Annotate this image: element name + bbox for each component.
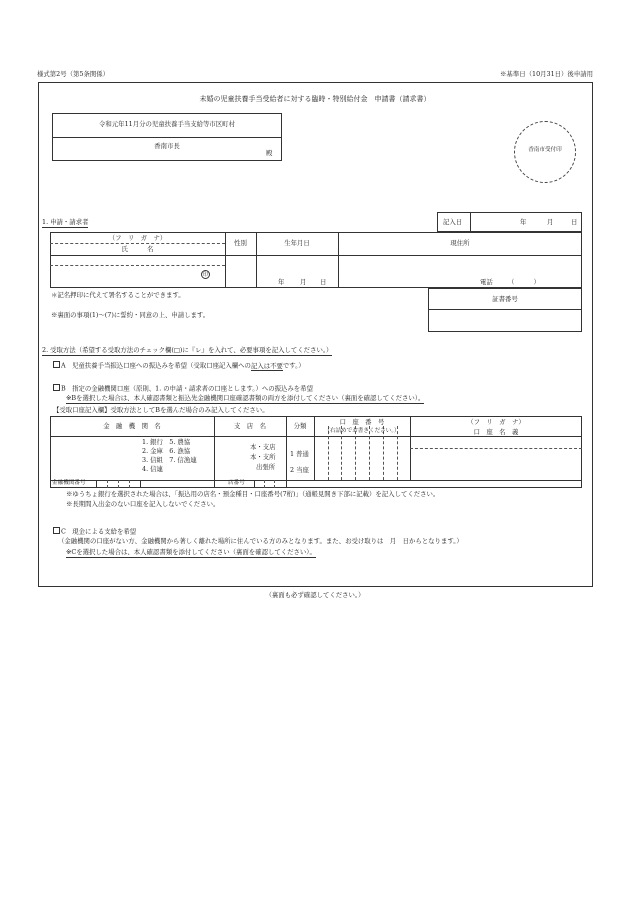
option-c-note2: ※Cを選択した場合は、本人確認書類を添付してください（裏面を確認してください）。 — [66, 548, 316, 556]
addressee-honorific: 殿 — [266, 149, 273, 157]
phone-paren: （ ） — [508, 278, 540, 286]
option-a[interactable]: A 児童扶養手当振込口座への振込みを希望（受取口座記入欄への記入は不要です。） — [53, 361, 305, 369]
certificate-label: 証書番号 — [492, 295, 518, 303]
name-label: 氏 名 — [121, 245, 154, 253]
entry-date-label: 記入日 — [443, 218, 463, 226]
section2-heading: 2. 受取方法（希望する受取方法のチェック欄(□)に『レ』を入れて、必要事項を記入してください。） — [42, 346, 333, 354]
type-header: 分類 — [293, 422, 307, 430]
reception-stamp-label: 香南市受付印 — [528, 147, 562, 153]
phone-label: 電話 — [480, 278, 493, 286]
option-b-note: ※Bを選択した場合は、本人確認書類と振込先金融機関口座確認書類の両方を添付してください（裏面を確認してください）。 — [66, 394, 425, 402]
account-type-2: 2 当座 — [290, 466, 309, 474]
bank-name-header: 金 融 機 関 名 — [103, 422, 161, 430]
account-heading: 【受取口座記入欄】受取方法としてBを選んだ場合のみ記入してください。 — [53, 406, 269, 414]
gender-label: 性別 — [234, 239, 247, 247]
footer-note: （裏面も必ず確認してください。） — [265, 591, 365, 599]
branch-code-label: 店番号 — [228, 480, 245, 486]
branch-type-2: 本・支所 — [250, 453, 276, 461]
bank-type-3: 3. 信組 7. 信漁連 — [142, 456, 197, 464]
branch-header: 支 店 名 — [234, 422, 266, 430]
option-c[interactable]: C 現金による支給を希望 — [53, 527, 136, 535]
option-c-note: （金融機関の口座がない方、金融機関から著しく離れた場所に住んでいる方のみとなります。また、お受け取りは 月 日からとなります。） — [58, 537, 463, 545]
birthdate-label: 生年月日 — [284, 239, 310, 247]
entry-year-unit: 年 — [520, 218, 527, 226]
entry-day-unit: 日 — [571, 218, 578, 226]
branch-type-1: 本・支店 — [250, 443, 276, 451]
section1-heading: 1. 申請・請求者 — [42, 218, 89, 226]
account-number-sub: （右詰めでお書きください。） — [324, 428, 400, 434]
deadline-note: ※基準日（10月31日）後申請用 — [500, 70, 593, 78]
account-type-1: 1 普通 — [290, 450, 309, 458]
option-b[interactable]: B 指定の金融機関口座（原則、1. の申請・請求者の口座とします。）への振込みを希望 — [53, 384, 313, 392]
addressee-line2: 香南市長 — [154, 142, 180, 150]
birth-day-unit: 日 — [320, 278, 327, 286]
seal-mark: 印 — [202, 272, 208, 278]
form-title: 未婚の児童扶養手当受給者に対する臨時・特別給付金 申請書（請求書） — [199, 95, 431, 103]
account-number-header: 口 座 番 号 — [339, 418, 385, 426]
bank-code-label: 金融機関番号 — [52, 480, 86, 486]
bank-type-2: 2. 金庫 6. 漁協 — [142, 447, 191, 455]
birth-month-unit: 月 — [300, 278, 307, 286]
address-label: 現住所 — [450, 239, 470, 247]
note-yucho: ※ゆうちょ銀行を選択された場合は、「振込用の店名・預金種目・口座番号(7桁)」（通帳見開き下部に記載）を記入してください。 — [66, 490, 440, 498]
note-dormant: ※長期間入出金のない口座を記入しないでください。 — [66, 500, 220, 508]
option-b-checkbox[interactable] — [53, 384, 60, 391]
option-c-checkbox[interactable] — [53, 527, 60, 534]
bank-type-1: 1. 銀行 5. 農協 — [142, 438, 191, 446]
birth-year-unit: 年 — [278, 278, 285, 286]
holder-furigana-header: （フ リ ガ ナ） — [467, 418, 525, 426]
branch-type-3: 出張所 — [256, 463, 276, 471]
addressee-line1: 令和元年11月分の児童扶養手当支給等市区町村 — [99, 120, 235, 128]
note-oath: ※裏面の事項(1)～(7)に誓約・同意の上、申請します。 — [51, 311, 210, 319]
option-a-checkbox[interactable] — [53, 361, 60, 368]
note-signature: ＊記名押印に代えて署名することができます。 — [51, 291, 185, 299]
furigana-label: （フ リ ガ ナ） — [108, 234, 167, 242]
bank-type-4: 4. 信連 — [142, 465, 163, 473]
entry-month-unit: 月 — [547, 218, 554, 226]
holder-header: 口 座 名 義 — [473, 428, 519, 436]
form-id: 様式第2号（第5条関係） — [37, 70, 110, 78]
